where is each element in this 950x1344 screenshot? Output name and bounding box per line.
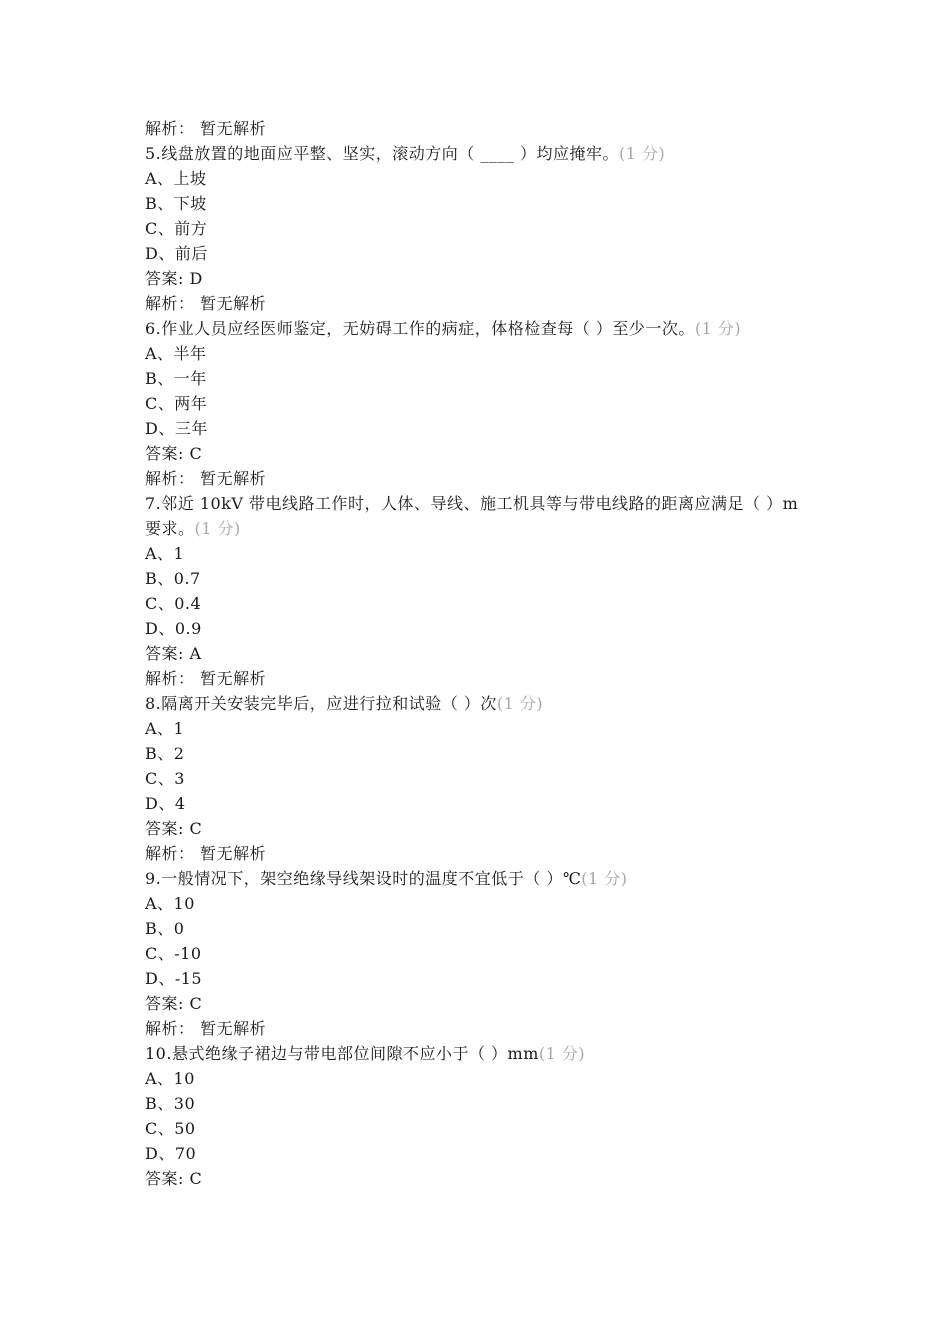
- question-score: (1 分): [581, 869, 628, 888]
- question-text: 7.邻近 10kV 带电线路工作时，人体、导线、施工机具等与带电线路的距离应满足（ ）m 要求。: [145, 494, 799, 538]
- option-b: B、0: [145, 919, 185, 938]
- option-a: A、10: [145, 1069, 195, 1088]
- answer: 答案: D: [145, 269, 203, 288]
- option-c: C、0.4: [145, 594, 202, 613]
- question-text: 9.一般情况下，架空绝缘导线架设时的温度不宜低于（ ）℃: [145, 869, 582, 888]
- question-8: [145, 691, 810, 866]
- option-b: B、一年: [145, 369, 207, 388]
- explanation: 解析： 暂无解析: [145, 669, 267, 688]
- option-a: A、上坡: [145, 169, 207, 188]
- question-9: [145, 866, 810, 1041]
- option-d: D、前后: [145, 244, 208, 263]
- explanation: 解析： 暂无解析: [145, 294, 267, 313]
- question-10: [145, 1041, 810, 1191]
- option-d: D、0.9: [145, 619, 202, 638]
- option-c: C、3: [145, 769, 185, 788]
- option-d: D、70: [145, 1144, 197, 1163]
- question-stem: [145, 141, 810, 166]
- explanation: 解析： 暂无解析: [145, 469, 267, 488]
- answer: 答案: C: [145, 444, 203, 463]
- option-c: C、50: [145, 1119, 196, 1138]
- option-b: B、30: [145, 1094, 196, 1113]
- option-c: C、前方: [145, 219, 208, 238]
- question-text: 8.隔离开关安装完毕后，应进行拉和试验（ ）次: [145, 694, 497, 713]
- answer: 答案: C: [145, 819, 203, 838]
- option-a: A、半年: [145, 344, 207, 363]
- option-a: A、1: [145, 719, 185, 738]
- document-page: [145, 116, 810, 1191]
- option-a: A、1: [145, 544, 185, 563]
- question-text: 5.线盘放置的地面应平整、坚实，滚动方向（ ____ ）均应掩牢。: [145, 144, 619, 163]
- question-score: (1 分): [538, 1044, 586, 1063]
- question-stem: [145, 1041, 810, 1066]
- q4-explanation: 解析： 暂无解析: [145, 119, 267, 138]
- answer: 答案: C: [145, 994, 203, 1013]
- question-score: (1 分): [194, 519, 241, 538]
- option-b: B、0.7: [145, 569, 201, 588]
- answer: 答案: A: [145, 644, 202, 663]
- option-a: A、10: [145, 894, 195, 913]
- option-d: D、4: [145, 794, 186, 813]
- question-text: 6.作业人员应经医师鉴定，无妨碍工作的病症，体格检查每（ ）至少一次。: [145, 319, 695, 338]
- explanation: 解析： 暂无解析: [145, 1019, 267, 1038]
- question-text: 10.悬式绝缘子裙边与带电部位间隙不应小于（ ）mm: [145, 1044, 539, 1063]
- option-c: C、-10: [145, 944, 202, 963]
- option-d: D、-15: [145, 969, 203, 988]
- question-stem: [145, 316, 810, 341]
- question-7: [145, 491, 810, 691]
- question-stem: [145, 691, 810, 716]
- question-stem: [145, 866, 810, 891]
- question-stem: [145, 491, 810, 541]
- option-b: B、下坡: [145, 194, 207, 213]
- question-6: [145, 316, 810, 491]
- option-c: C、两年: [145, 394, 208, 413]
- option-b: B、2: [145, 744, 185, 763]
- question-score: (1 分): [496, 694, 544, 713]
- option-d: D、三年: [145, 419, 208, 438]
- question-5: [145, 141, 810, 316]
- question-score: (1 分): [618, 144, 666, 163]
- answer: 答案: C: [145, 1169, 203, 1188]
- explanation: 解析： 暂无解析: [145, 844, 267, 863]
- question-score: (1 分): [694, 319, 742, 338]
